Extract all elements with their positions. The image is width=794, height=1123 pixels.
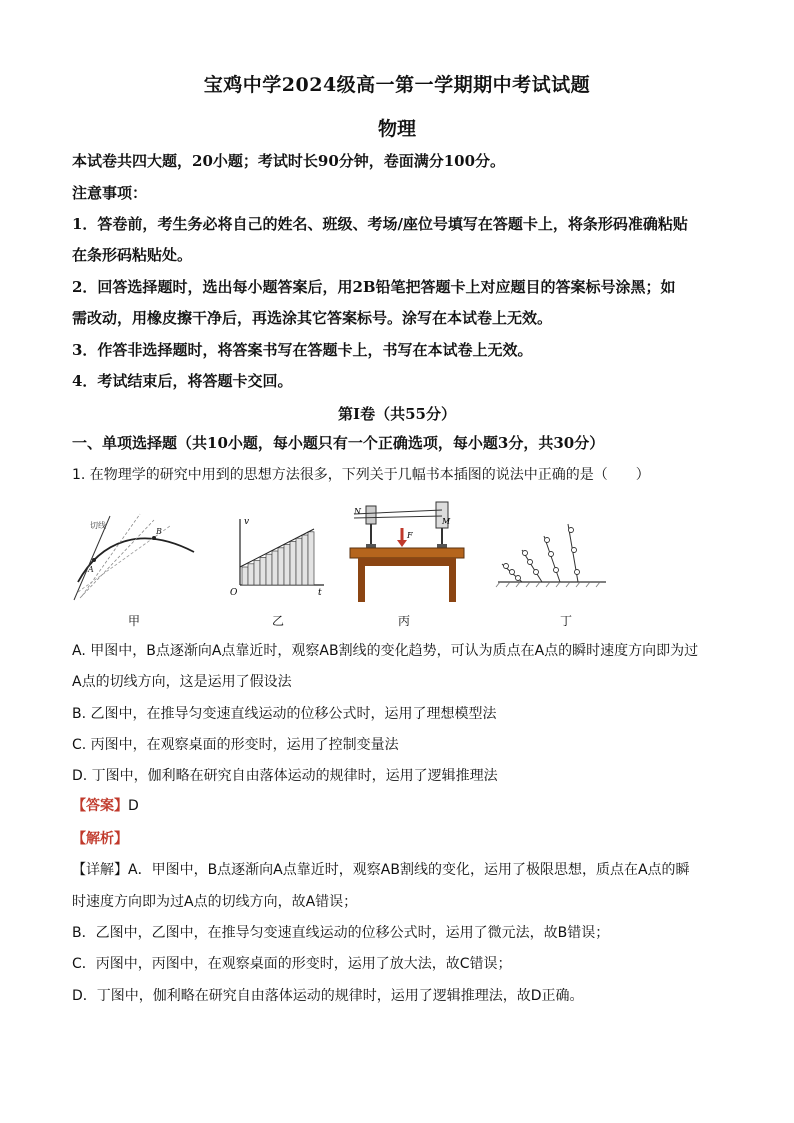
- area-rectangle: [272, 551, 278, 585]
- option-d: D. 丁图中，伽利略在研究自由落体运动的规律时，运用了逻辑推理法: [72, 768, 498, 784]
- notice-line-4: 需改动，用橡皮擦干净后，再选涂其它答案标号。涂写在本试卷上无效。: [72, 309, 553, 327]
- notice-line-2: 在条形码粘贴处。: [72, 246, 193, 264]
- hatch: [496, 582, 500, 587]
- force-arrow-head: [397, 540, 407, 547]
- option-a-line-1: A. 甲图中，B点逐渐向A点靠近时，观察AB割线的变化趋势，可认为质点在A点的瞬时速度方向即为过: [72, 643, 699, 659]
- axis-v-label: v: [244, 517, 250, 527]
- analysis-line-2: 时速度方向即为过A点的切线方向，故A错误；: [72, 894, 358, 910]
- force-f-label: F: [407, 531, 413, 540]
- hatch: [546, 582, 550, 587]
- notice-line-3: 2．回答选择题时，选出每小题答案后，用2B铅笔把答题卡上对应题目的答案标号涂黑；如: [72, 278, 676, 296]
- notice-line-5: 3．作答非选择题时，将答案书写在答题卡上，书写在本试卷上无效。: [72, 341, 533, 359]
- area-rectangle: [308, 532, 314, 585]
- hatch: [516, 582, 520, 587]
- hatch: [576, 582, 580, 587]
- question-1-stem: 1. 在物理学的研究中用到的思想方法很多，下列关于几幅书本插图的说法中正确的是（ ）: [72, 467, 650, 483]
- notice-line-6: 4．考试结束后，将答题卡交回。: [72, 372, 293, 390]
- volume-title: 第Ⅰ卷（共55分）: [338, 405, 456, 423]
- option-a-line-2: A点的切线方向，这是运用了假设法: [72, 674, 292, 690]
- hatch: [586, 582, 590, 587]
- figure-caption-ding: 丁: [559, 614, 572, 628]
- ball: [504, 564, 509, 569]
- answer-value: D: [128, 798, 139, 814]
- answer-label: 【答案】: [72, 798, 128, 814]
- ball: [569, 528, 574, 533]
- analysis-line-3: B．乙图中，乙图中，在推导匀变速直线运动的位移公式时，运用了微元法，故B错误；: [72, 925, 610, 941]
- ball-group: [504, 528, 580, 581]
- hatch: [536, 582, 540, 587]
- hatch: [566, 582, 570, 587]
- ball: [549, 552, 554, 557]
- mirror-m-base: [437, 544, 447, 548]
- origin-label: O: [230, 588, 238, 597]
- area-rectangle: [290, 541, 296, 585]
- option-c: C. 丙图中，在观察桌面的形变时，运用了控制变量法: [72, 737, 399, 753]
- analysis-line-4: C．丙图中，丙图中，在观察桌面的形变时，运用了放大法，故C错误；: [72, 956, 512, 972]
- ball: [528, 560, 533, 565]
- analysis-label-line: [72, 828, 724, 848]
- answer-line: [72, 795, 724, 815]
- subject-title: 物理: [377, 118, 416, 140]
- ball: [572, 548, 577, 553]
- analysis-line-1: 【详解】A．甲图中，B点逐渐向A点靠近时，观察AB割线的变化，运用了极限思想，质点在A点的瞬: [72, 862, 690, 878]
- figure-caption-yi: 乙: [271, 614, 284, 628]
- notice-title: 注意事项：: [72, 184, 148, 202]
- figure-caption-bing: 丙: [397, 614, 410, 628]
- point-b-label: B: [156, 527, 162, 536]
- hatch: [556, 582, 560, 587]
- mirror-n-label: N: [354, 507, 361, 516]
- mirror-m-label: M: [442, 517, 451, 526]
- ground-hatching: [496, 582, 600, 587]
- figure-ding-inclines: [494, 520, 610, 590]
- area-rectangle: [254, 561, 260, 585]
- area-rectangle: [266, 554, 272, 585]
- point-b: [152, 536, 156, 540]
- area-rectangle: [302, 535, 308, 585]
- analysis-line-5: D．丁图中，伽利略在研究自由落体运动的规律时，运用了逻辑推理法，故D正确。: [72, 988, 584, 1004]
- part-title: 一、单项选择题（共10小题，每小题只有一个正确选项，每小题3分，共30分）: [72, 434, 605, 452]
- area-rectangle: [296, 538, 302, 585]
- hatch: [596, 582, 600, 587]
- option-b: B. 乙图中，在推导匀变速直线运动的位移公式时，运用了理想模型法: [72, 706, 497, 722]
- mirror-n: [366, 506, 376, 524]
- exam-title: 宝鸡中学2024级高一第一学期期中考试试题: [203, 74, 591, 96]
- figure-caption-jia: 甲: [127, 614, 140, 628]
- ball: [516, 576, 521, 581]
- table-apron: [358, 558, 456, 566]
- area-rectangle: [284, 545, 290, 585]
- notice-line-1: 1．答卷前，考生务必将自己的姓名、班级、考场/座位号填写在答题卡上，将条形码准确粘贴: [72, 215, 688, 233]
- figure-bing-table-deformation: [344, 500, 470, 604]
- mirror-n-base: [366, 544, 376, 548]
- area-rectangle: [242, 567, 248, 585]
- ball: [534, 570, 539, 575]
- area-rectangle: [248, 564, 254, 585]
- area-rectangles: [242, 532, 314, 585]
- axis-t-label: t: [318, 588, 322, 597]
- figure-jia-tangent: [70, 512, 200, 602]
- ball: [523, 551, 528, 556]
- table-top: [350, 548, 464, 558]
- figure-yi-vt-graph: [228, 515, 328, 597]
- ball: [510, 570, 515, 575]
- area-rectangle: [278, 548, 284, 585]
- ball: [575, 570, 580, 575]
- area-rectangle: [260, 557, 266, 585]
- table-leg-left: [358, 558, 365, 602]
- exam-summary: 本试卷共四大题，20小题；考试时长90分钟，卷面满分100分。: [72, 152, 506, 170]
- ball: [545, 538, 550, 543]
- tangent-label: 切线: [90, 521, 106, 530]
- table-leg-right: [449, 558, 456, 602]
- ball: [554, 568, 559, 573]
- hatch: [506, 582, 510, 587]
- point-a-label: A: [88, 565, 94, 574]
- hatch: [526, 582, 530, 587]
- analysis-label: 【解析】: [72, 831, 128, 847]
- incline-3: [544, 536, 560, 582]
- point-a: [92, 558, 96, 562]
